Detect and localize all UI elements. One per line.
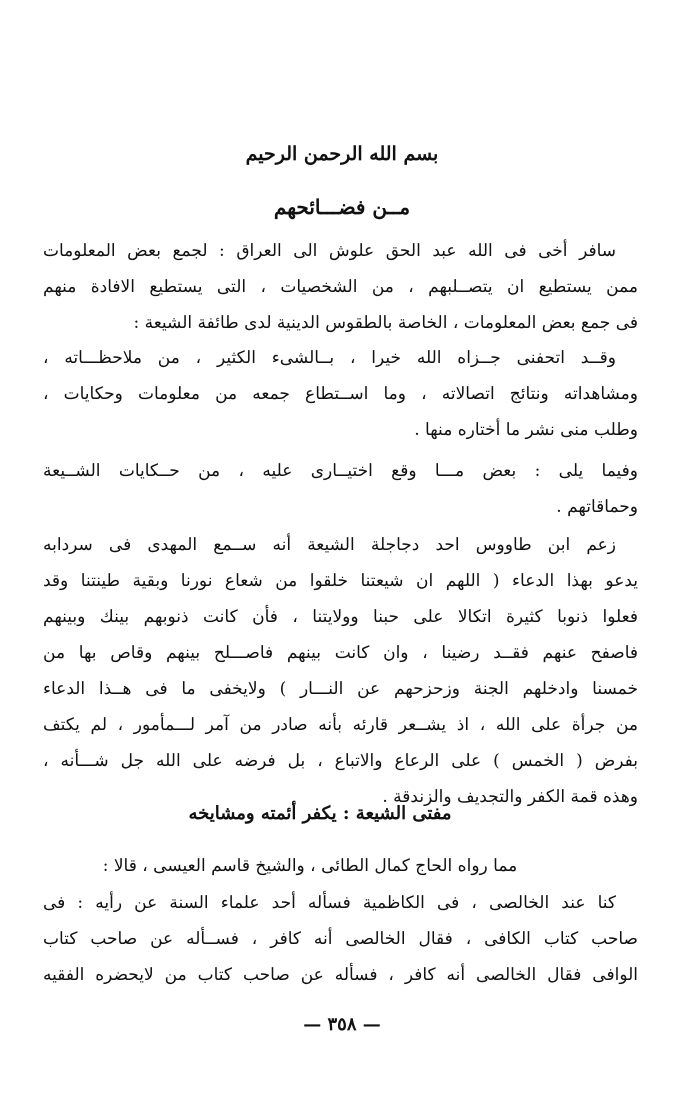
paragraph-ibn-tawus — [43, 527, 638, 815]
text-line: من جرأة على الله ، اذ يشــعر قارئه بأنه صادر من آمر لـــمأمور ، لم يكتف — [43, 715, 638, 735]
text-line: ومشاهداته ونتائج اتصالاته ، وما اســتطاع جمعه من معلومات وحكايات ، — [43, 384, 638, 404]
text-line: كنا عند الخالصى ، فى الكاظمية فسأله أحد علماء السنة عن رأيه : فى — [43, 893, 616, 913]
text-line: وقــد اتحفنى جــزاه الله خيرا ، بــالشىء الكثير ، من ملاحظـــاته ، — [43, 348, 616, 368]
text-line: فى جمع بعض المعلومات ، الخاصة بالطقوس الدينية لدى طائفة الشيعة : — [133, 313, 638, 333]
text-line: فاصفح عنهم فقــد رضينا ، وان كانت بينهم فاصـــلح بينهم وقاص بها من — [43, 643, 638, 663]
text-line: وهذه قمة الكفر والتجديف والزندقة . — [382, 787, 638, 807]
text-line: وحماقاتهم . — [556, 497, 638, 517]
text-line: فعلوا ذنوبا كثيرة اتكالا على حبنا وولايتنا ، فأن كانت ذنوبهم بينك وبينهم — [43, 607, 638, 627]
section-title-mufti: مفتى الشيعة : يكفر أئمته ومشايخه — [188, 803, 452, 824]
text-line: خمسنا وادخلهم الجنة وزحزحهم عن النـــار ) ولايخفى ما فى هــذا الدعاء — [43, 679, 638, 699]
text-line: وفيما يلى : بعض مـــا وقع اختيــارى عليه ، من حــكايات الشــيعة — [43, 461, 638, 481]
paragraph-khalisi — [43, 885, 638, 993]
paragraph-gift — [43, 340, 638, 448]
section-title-scandals: مــن فضـــائحهم — [273, 195, 411, 219]
text-line: يدعو بهذا الدعاء ( اللهم ان شيعتنا خلقوا من شعاع نورنا وبقية طينتنا وقد — [43, 571, 638, 591]
text-line: الوافى فقال الخالصى أنه كافر ، فسأله عن صاحب كتاب من لايحضره الفقيه — [43, 965, 638, 985]
text-line: بفرض ( الخمس ) على الرعاع والاتباع ، بل فرضه على الله جل شـــأنه ، — [43, 751, 638, 771]
text-line: ممن يستطيع ان يتصــلبهم ، من الشخصيات ، التى يستطيع الافادة منهم — [43, 277, 638, 297]
text-line: زعم ابن طاووس احد دجاجلة الشيعة أنه ســمع المهدى فى سردابه — [43, 535, 616, 555]
text-line: سافر أخى فى الله عبد الحق علوش الى العراق : لجمع بعض المعلومات — [43, 241, 616, 261]
paragraph-intro — [43, 233, 638, 341]
text-line: وطلب منى نشر ما أختاره منها . — [414, 420, 638, 440]
basmala-heading: بسم الله الرحمن الرحيم — [245, 143, 439, 165]
text-line: صاحب كتاب الكافى ، فقال الخالصى أنه كافر ، فســأله عن صاحب كتاب — [43, 929, 638, 949]
paragraph-selection — [43, 453, 638, 525]
page-number: — ٣٥٨ — — [303, 1014, 381, 1035]
narration-intro: مما رواه الحاج كمال الطائى ، والشيخ قاسم العيسى ، قالا : — [102, 856, 518, 876]
